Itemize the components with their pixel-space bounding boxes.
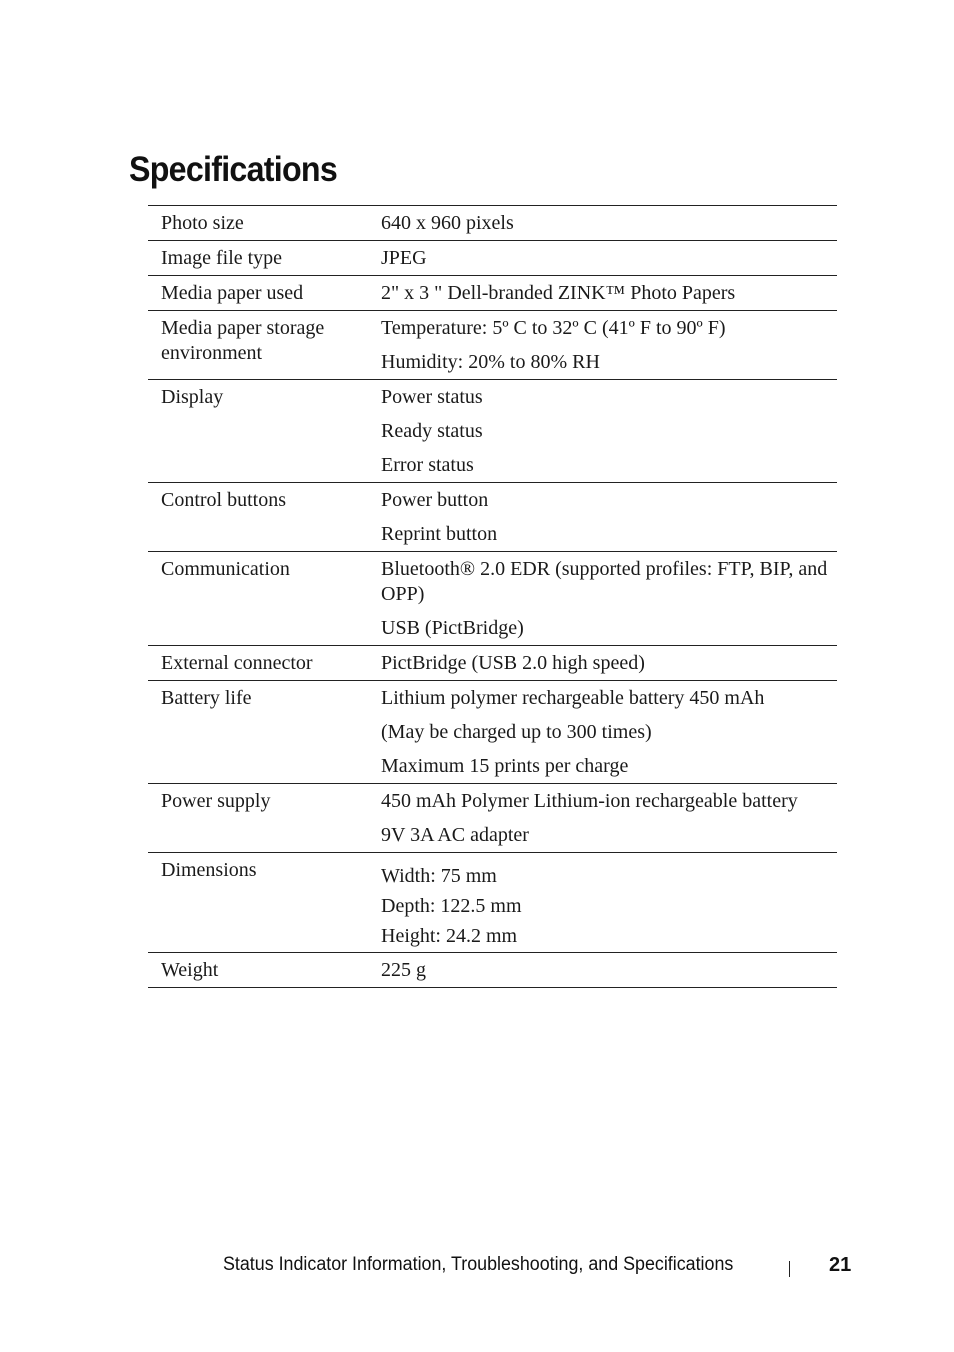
- spec-row-image-file-type: [148, 241, 837, 276]
- page-title: Specifications: [129, 150, 338, 189]
- spec-row-control-buttons: [148, 483, 837, 552]
- footer-divider: [789, 1261, 790, 1277]
- spec-value: USB (PictBridge): [381, 617, 524, 639]
- spec-row-media-paper-storage: [148, 311, 837, 380]
- spec-value-cell: [381, 853, 837, 953]
- spec-row-media-paper-used: [148, 276, 837, 311]
- spec-value-cell: [381, 784, 837, 853]
- spec-label: Photo size: [161, 212, 244, 234]
- spec-value-cell: [381, 646, 837, 681]
- spec-row-photo-size: [148, 206, 837, 241]
- spec-label-cell: [148, 241, 381, 276]
- spec-label: Display: [161, 386, 224, 408]
- spec-label-cell: [148, 380, 381, 483]
- spec-label-cell: [148, 206, 381, 241]
- spec-label: Image file type: [161, 247, 283, 269]
- spec-label: Control buttons: [161, 489, 287, 511]
- spec-value: 640 x 960 pixels: [381, 212, 514, 234]
- spec-value: Temperature: 5º C to 32º C (41º F to 90º F): [381, 317, 726, 339]
- spec-value: Ready status: [381, 420, 483, 442]
- spec-row-display: [148, 380, 837, 483]
- spec-value-cell: [381, 276, 837, 311]
- spec-label: Dimensions: [161, 859, 257, 881]
- spec-label: Battery life: [161, 687, 252, 709]
- spec-label: Power supply: [161, 790, 271, 812]
- spec-label: Communication: [161, 558, 290, 580]
- spec-value: Reprint button: [381, 523, 498, 545]
- spec-value: 450 mAh Polymer Lithium-ion rechargeable battery: [381, 790, 798, 812]
- spec-label-cell: [148, 646, 381, 681]
- spec-value-cell: [381, 206, 837, 241]
- spec-value: Humidity: 20% to 80% RH: [381, 351, 600, 373]
- spec-value: JPEG: [381, 247, 427, 269]
- footer-page-number: 21: [829, 1254, 852, 1276]
- spec-label: Media paper used: [161, 282, 304, 304]
- spec-value-cell: [381, 483, 837, 552]
- spec-row-power-supply: [148, 784, 837, 853]
- spec-row-communication: [148, 552, 837, 646]
- spec-row-weight: [148, 953, 837, 988]
- spec-row-external-connector: [148, 646, 837, 681]
- specifications-table: [148, 205, 837, 988]
- spec-value: Depth: 122.5 mm: [381, 895, 522, 917]
- spec-row-dimensions: [148, 853, 837, 953]
- footer-section-title: Status Indicator Information, Troubleshooting, and Specifications: [223, 1254, 734, 1275]
- spec-value: 225 g: [381, 959, 426, 981]
- spec-label: External connector: [161, 652, 313, 674]
- spec-label-cell: [148, 784, 381, 853]
- spec-value: Maximum 15 prints per charge: [381, 755, 629, 777]
- spec-value-cell: [381, 241, 837, 276]
- spec-value-cell: [381, 681, 837, 784]
- spec-label-cell: [148, 853, 381, 953]
- spec-value: Bluetooth® 2.0 EDR (supported profiles: FTP, BIP, and OPP): [381, 558, 828, 605]
- spec-label: Media paper storage environment: [161, 317, 325, 364]
- spec-row-battery-life: [148, 681, 837, 784]
- spec-value: Power status: [381, 386, 483, 408]
- spec-value-cell: [381, 311, 837, 380]
- spec-label-cell: [148, 681, 381, 784]
- spec-value-cell: [381, 380, 837, 483]
- spec-value: Error status: [381, 454, 474, 476]
- spec-value: Power button: [381, 489, 489, 511]
- spec-value: Width: 75 mm: [381, 865, 497, 887]
- spec-label-cell: [148, 953, 381, 988]
- spec-value: Height: 24.2 mm: [381, 925, 518, 947]
- spec-value: 9V 3A AC adapter: [381, 824, 529, 846]
- spec-label-cell: [148, 276, 381, 311]
- spec-value: (May be charged up to 300 times): [381, 721, 652, 743]
- spec-value: PictBridge (USB 2.0 high speed): [381, 652, 645, 674]
- spec-value-cell: [381, 552, 837, 646]
- spec-value-cell: [381, 953, 837, 988]
- spec-label-cell: [148, 311, 381, 380]
- spec-value: 2" x 3 " Dell-branded ZINK™ Photo Papers: [381, 282, 736, 304]
- spec-value: Lithium polymer rechargeable battery 450 mAh: [381, 687, 765, 709]
- spec-label-cell: [148, 483, 381, 552]
- spec-label-cell: [148, 552, 381, 646]
- spec-label: Weight: [161, 959, 219, 981]
